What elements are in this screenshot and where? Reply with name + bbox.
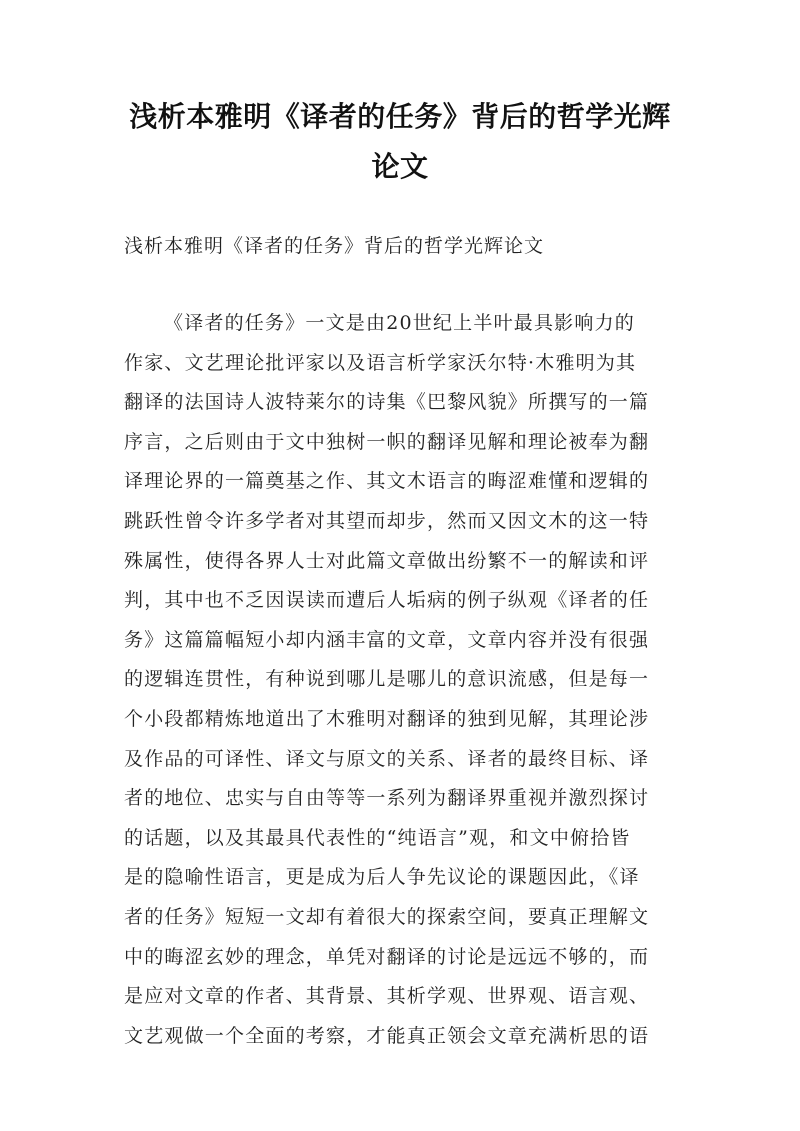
paragraph-line: 跳跃性曾令许多学者对其望而却步，然而又因文木的这一特 [124, 509, 650, 532]
body-paragraph [124, 304, 704, 1056]
paragraph-line: 的话题，以及其最具代表性的“纯语言”观，和文中俯拾皆 [124, 826, 631, 849]
paragraph-line: 是的隐喻性语言，更是成为后人争先议论的课题因此，《译 [124, 866, 640, 889]
paragraph-line: 判，其中也不乏因误读而遭后人垢病的例子纵观《译者的任 [124, 589, 650, 612]
paragraph-line: 殊属性，使得各界人士对此篇文章做出纷繁不一的解读和评 [124, 549, 650, 572]
paragraph-line: 务》这篇篇幅短小却内涵丰富的文章，文章内容并没有很强 [124, 628, 650, 651]
paragraph-line: 个小段都精炼地道出了木雅明对翻译的独到见解，其理论涉 [124, 707, 650, 730]
paragraph-line: 的逻辑连贯性，有种说到哪儿是哪儿的意识流感，但是每一 [124, 668, 650, 691]
paragraph-line: 翻译的法国诗人波特莱尔的诗集《巴黎风貌》所撰写的一篇 [124, 391, 650, 414]
document-title [100, 92, 700, 192]
document-subtitle: 浅析本雅明《译者的任务》背后的哲学光辉论文 [124, 235, 545, 257]
title-line-2: 论文 [371, 150, 429, 183]
paragraph-line: 译理论界的一篇奠基之作、其文木语言的晦涩难懂和逻辑的 [124, 470, 650, 493]
paragraph-line: 者的任务》短短一文却有着很大的探索空间，要真正理解文 [124, 905, 650, 928]
paragraph-line: 及作品的可译性、译文与原文的关系、译者的最终目标、译 [124, 747, 650, 770]
paragraph-line: 序言，之后则由于文中独树一帜的翻译见解和理论被奉为翻 [124, 430, 650, 453]
paragraph-line: 是应对文章的作者、其背景、其析学观、世界观、语言观、 [124, 985, 650, 1008]
paragraph-line: 《译者的任务》一文是由20世纪上半叶最具影响力的 [164, 312, 635, 334]
paragraph-line: 文艺观做一个全面的考察，才能真正领会文章充满析思的语 [124, 1024, 650, 1047]
title-line-1: 浅析本雅明《译者的任务》背后的哲学光辉 [129, 100, 671, 133]
paragraph-line: 作家、文艺理论批评家以及语言析学家沃尔特·木雅明为其 [124, 351, 637, 374]
paragraph-line: 者的地位、忠实与自由等等一系列为翻译界重视并激烈探讨 [124, 787, 650, 810]
paragraph-line: 中的晦涩玄妙的理念，单凭对翻译的讨论是远远不够的，而 [124, 945, 650, 968]
